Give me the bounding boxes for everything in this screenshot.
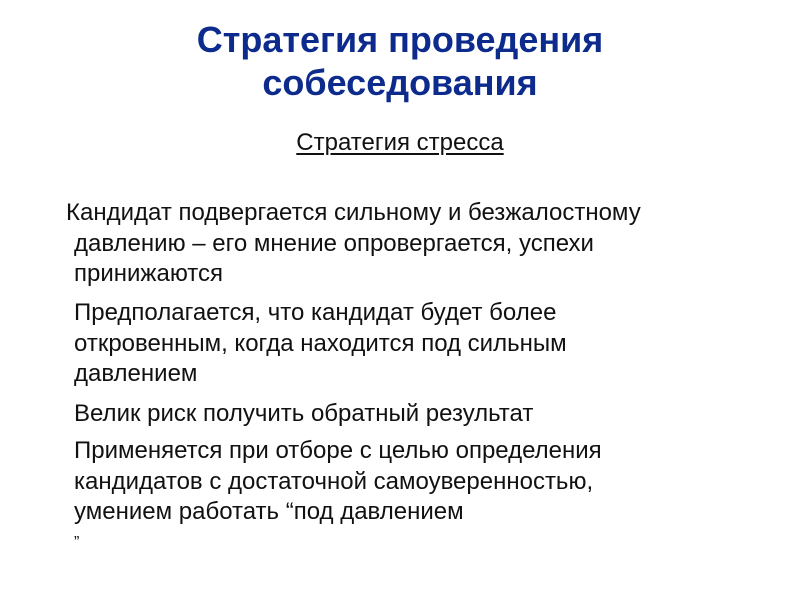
paragraph-risk — [74, 399, 754, 430]
paragraph-line: Применяется при отборе с целью определения — [74, 437, 602, 464]
slide-title-line-2: собеседования — [262, 62, 538, 103]
paragraph-line: принижаются — [74, 260, 224, 287]
paragraph-line: Велик риск получить обратный результат — [74, 400, 534, 427]
paragraph-line: давлением — [74, 360, 198, 387]
paragraph-line: кандидатов с достаточной самоуверенностью, — [74, 467, 594, 495]
paragraph-application — [74, 436, 754, 558]
paragraph-line — [74, 497, 754, 558]
slide-title-line-1: Стратегия проведения — [196, 19, 604, 60]
paragraph-line: Кандидат подвергается сильному и безжалостному — [66, 199, 641, 226]
paragraph-line: давлению – его мнение опровергается, успехи — [74, 229, 594, 257]
slide-title — [0, 18, 800, 104]
closing-quote: ” — [74, 533, 80, 551]
paragraph-line-text: умением работать “под давлением — [74, 498, 464, 525]
paragraph-line: Предполагается, что кандидат будет более — [74, 299, 557, 326]
slide-subtitle: Стратегия стресса — [296, 129, 504, 156]
paragraph-candidate-openness — [74, 298, 754, 390]
paragraph-line: откровенным, когда находится под сильным — [74, 329, 567, 357]
paragraph-pressure-description — [66, 198, 754, 290]
